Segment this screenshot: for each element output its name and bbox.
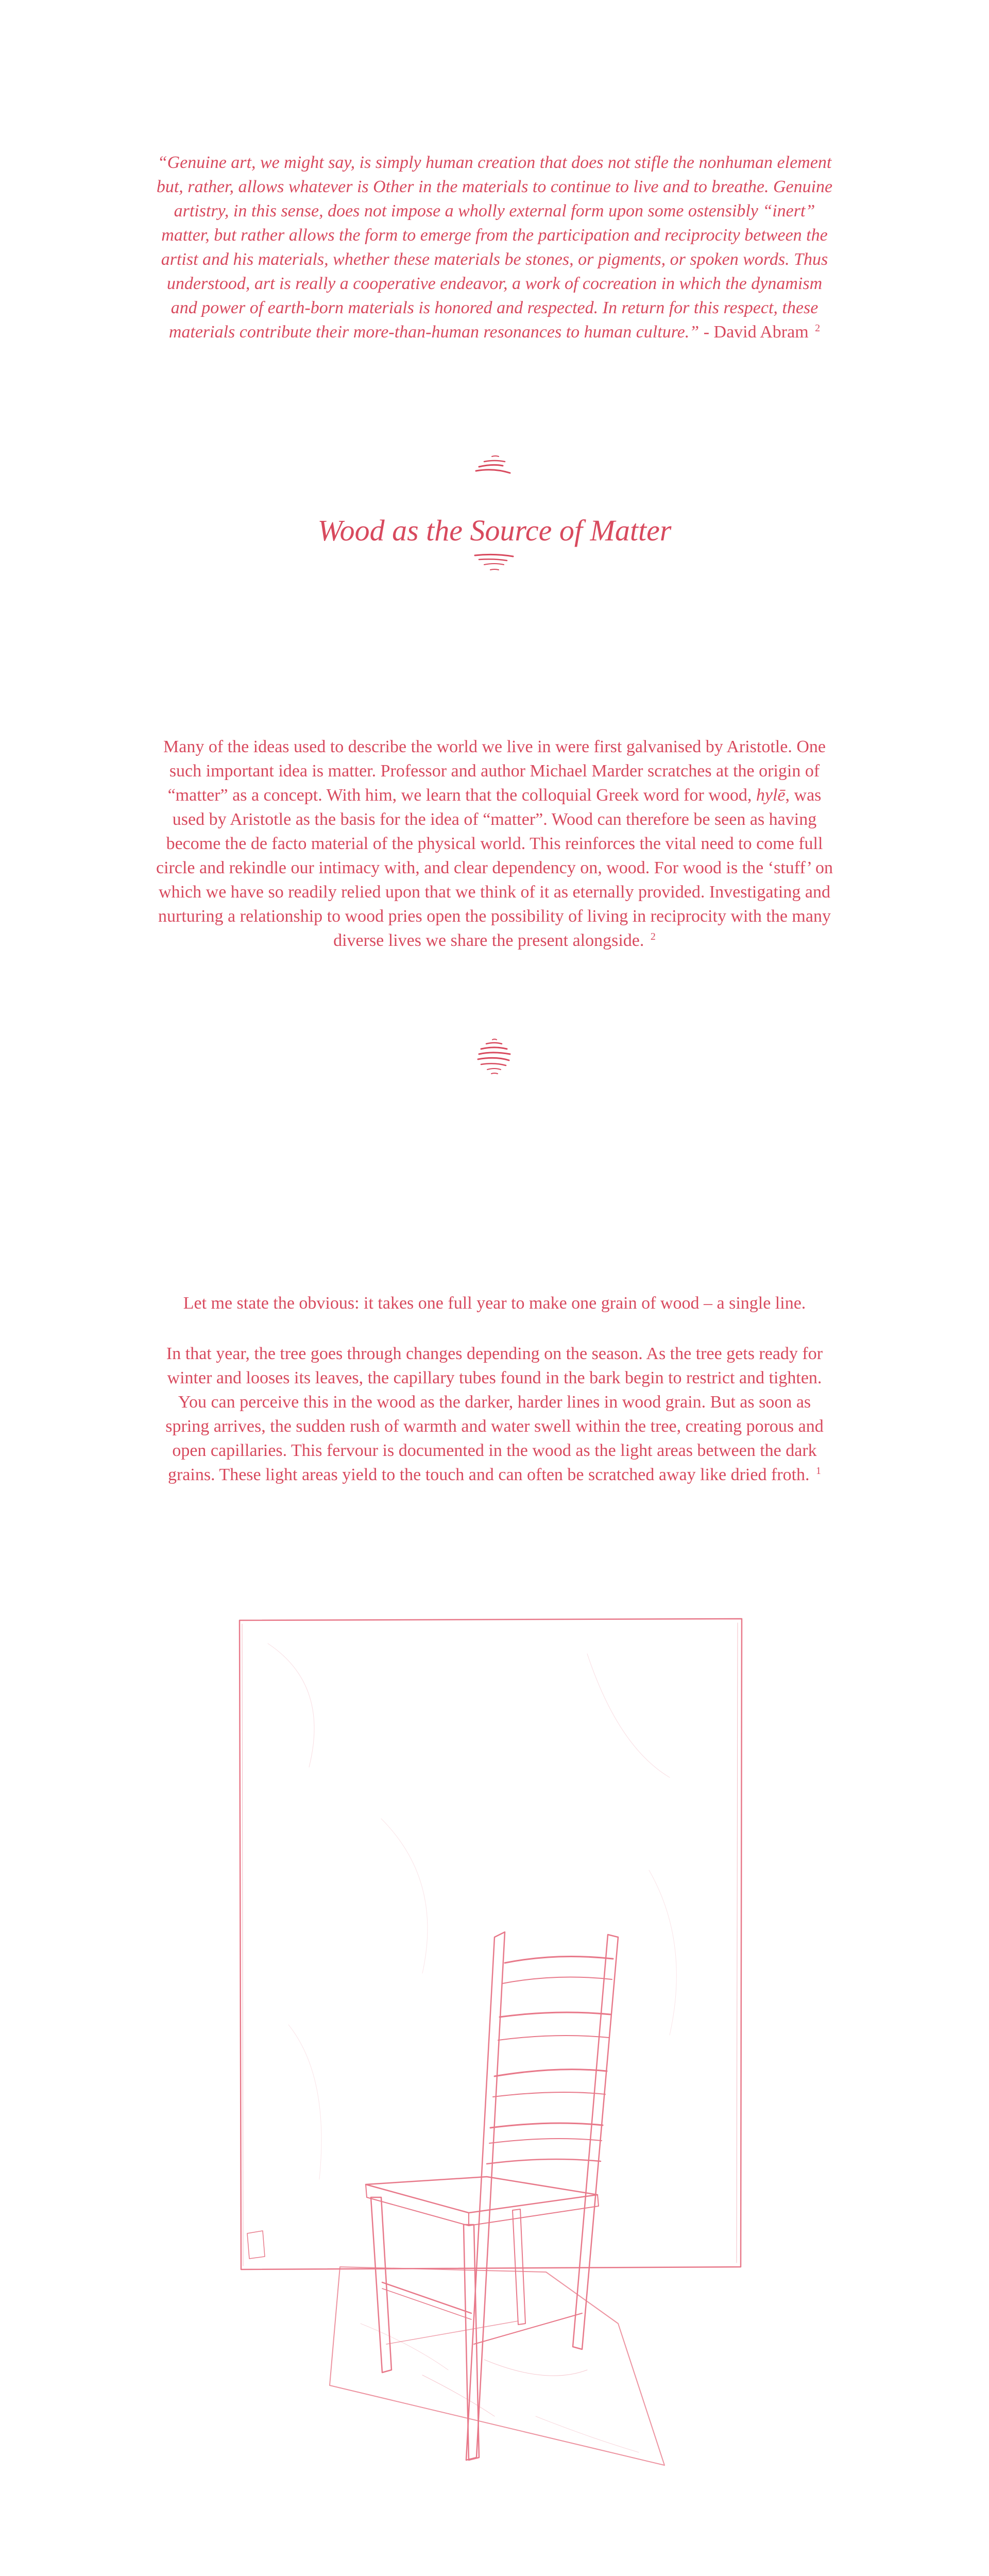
paragraph-one-grain: Let me state the obvious: it takes one full year to make one grain of wood – a single line. bbox=[183, 1294, 806, 1313]
paragraph-text: Many of the ideas used to describe the world we live in were first galvanised by Aristotle. One such important idea is matter. Professor and author Michael Marder scratches at the origin of “matter” as a concept. With him, we learn that the colloquial Greek word for wood, bbox=[163, 737, 826, 805]
wood-grain-ornament-icon bbox=[464, 552, 525, 578]
quote-author: - David Abram bbox=[699, 323, 813, 342]
wood-grain-ornament-icon bbox=[464, 1037, 525, 1078]
paragraph-text: , was used by Aristotle as the basis for the idea of “matter”. Wood can therefore be seen as having become the de facto material of the physical world. This reinforces the vital need to come full circle and rekindle our intimacy with, and clear dependency on, wood. For wood is the ‘stuff’ on which we have so readily relied upon that we think of it as eternally provided. Investigating and nurturing a relationship to wood pries open the possibility of living in reciprocity with the many diverse lives we share the present alongside. bbox=[156, 786, 833, 950]
footnote-marker[interactable]: 2 bbox=[815, 322, 821, 334]
footnote-marker[interactable]: 2 bbox=[650, 930, 656, 942]
paragraph-text: In that year, the tree goes through changes depending on the season. As the tree gets ready for winter and looses its leaves, the capillary tubes found in the bark begin to restrict and tighten. You can perceive this in the wood as the darker, harder lines in wood grain. But as soon as spring arrives, the sudden rush of warmth and water swell within the tree, creating porous and open capillaries. This fervour is documented in the wood as the light areas between the dark grains. These light areas yield to the touch and can often be scratched away like dried froth. bbox=[165, 1344, 824, 1484]
greek-word: hylē bbox=[756, 786, 786, 805]
quote-text: “Genuine art, we might say, is simply human creation that does not stifle the nonhuman element but, rather, allows whatever is Other in the materials to continue to live and to breathe. Genuine artistry, in this sense, does not impose a wholly external form upon some ostensibly “inert” matter, but rather allows the form to emerge from the participation and reciprocity between the artist and his materials, whether these materials be stones, or pigments, or spoken words. Thus understood, art is really a cooperative endeavor, a work of cocreation in which the dynamism and power of earth-born materials is honored and respected. In return for this respect, these materials contribute their more-than-human resonances to human culture.” bbox=[156, 153, 833, 342]
footnote-marker[interactable]: 1 bbox=[816, 1465, 822, 1477]
wood-grain-ornament-icon bbox=[464, 453, 525, 479]
paragraph-seasons bbox=[155, 1342, 834, 1487]
section-title: Wood as the Source of Matter bbox=[317, 514, 672, 547]
epigraph-quote bbox=[155, 150, 834, 344]
paragraph-wood-matter bbox=[155, 735, 834, 953]
wooden-chair-drawing bbox=[227, 1613, 752, 2488]
